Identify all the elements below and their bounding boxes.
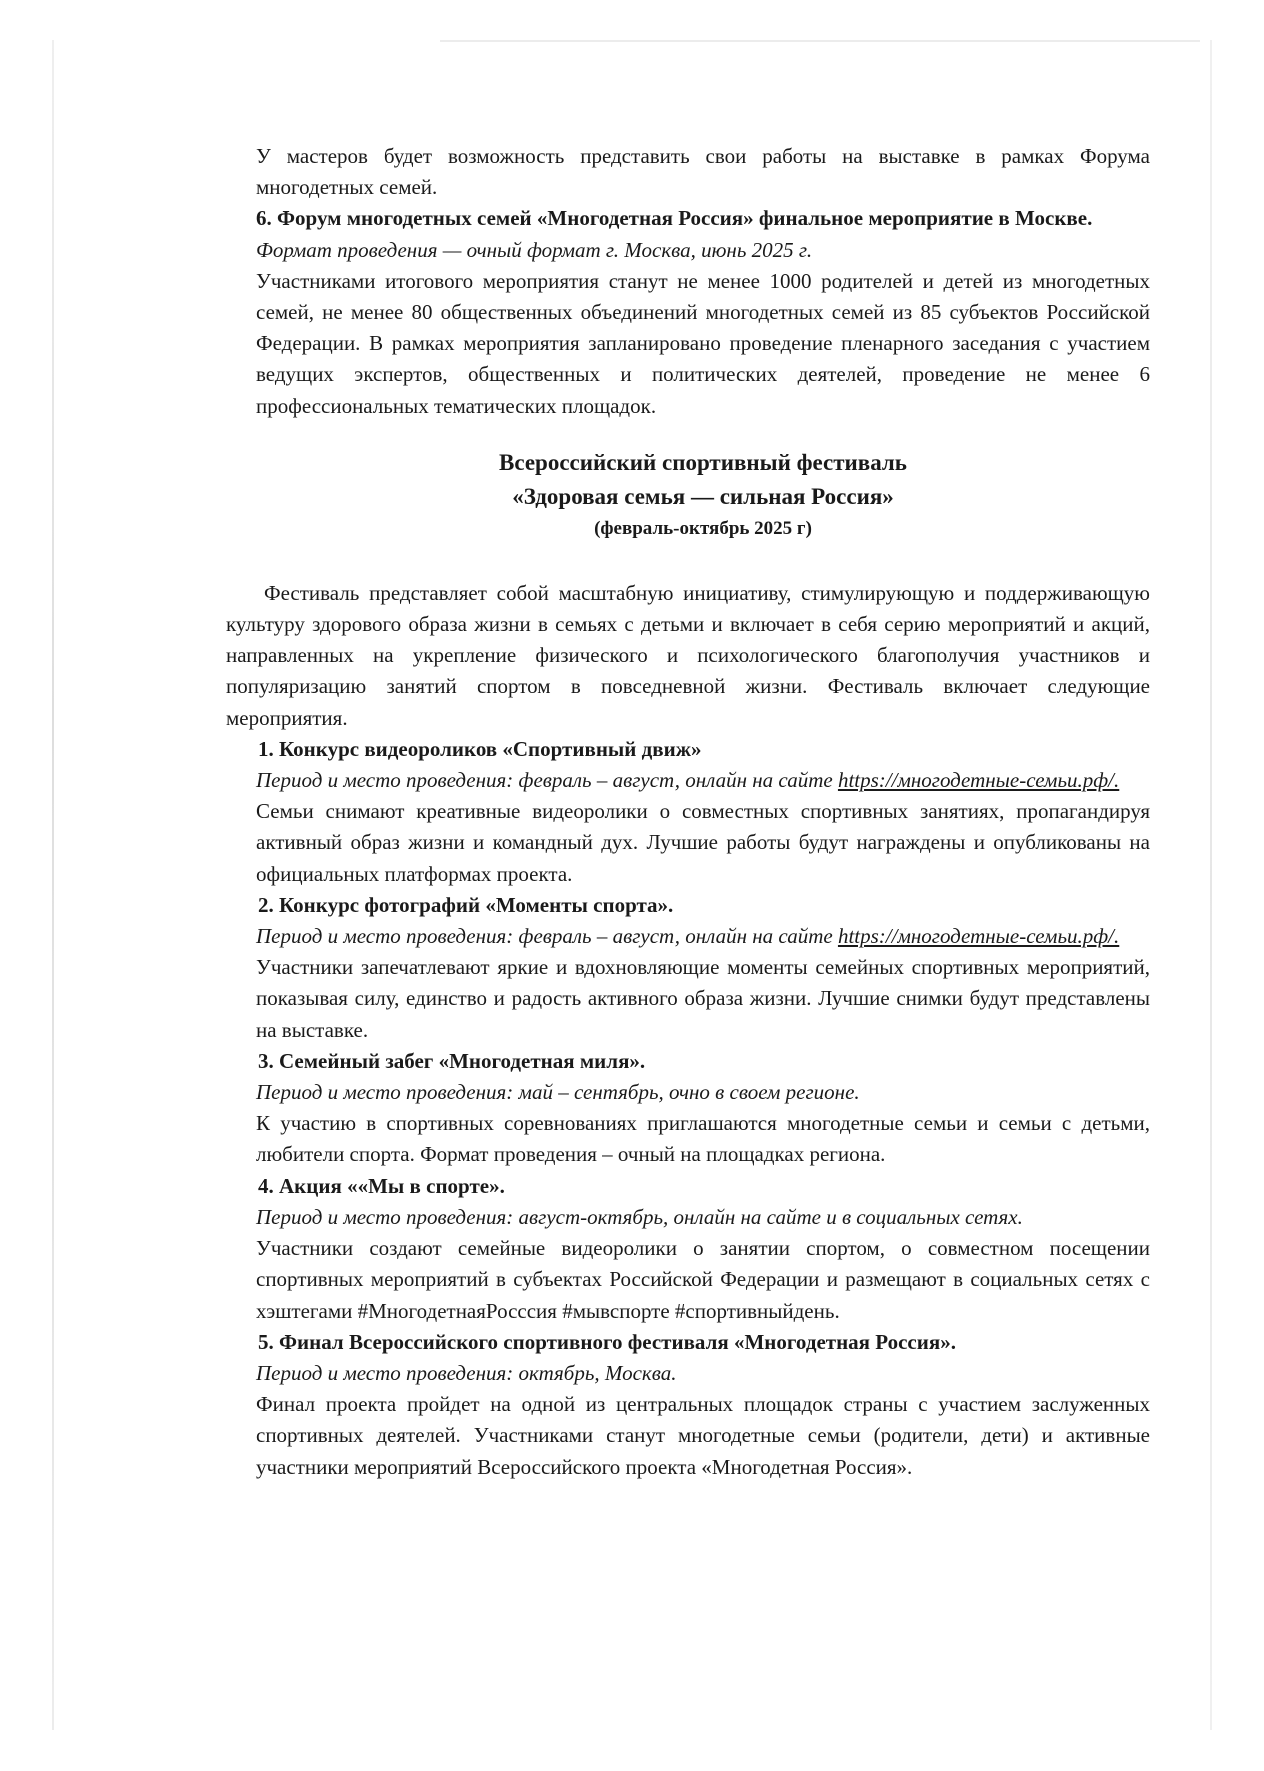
item-title: 3. Семейный забег «Многодетная миля». (258, 1048, 646, 1073)
item-period-text: Период и место проведения: февраль – август, онлайн на сайте (256, 768, 838, 793)
festival-item-5 (256, 1327, 1150, 1483)
scan-edge-top (440, 40, 1200, 42)
item-period-text: Период и место проведения: февраль – август, онлайн на сайте (256, 924, 838, 949)
forum-title: 6. Форум многодетных семей «Многодетная Россия» финальное мероприятие в Москве. (256, 206, 1093, 231)
masters-paragraph: У мастеров будет возможность представить свои работы на выставке в рамках Форума многодетных семей. (256, 144, 1150, 200)
item-period: Период и место проведения: октябрь, Москва. (256, 1360, 677, 1385)
item-title: 5. Финал Всероссийского спортивного фестиваля «Многодетная Россия». (258, 1329, 956, 1354)
festival-dates: (февраль-октябрь 2025 г) (594, 517, 812, 539)
item-period (256, 765, 1150, 796)
scan-edge-left (52, 40, 54, 1730)
item-period: Период и место проведения: август-октябрь, онлайн на сайте и в социальных сетях. (256, 1204, 1023, 1229)
festival-item-2 (256, 890, 1150, 1046)
festival-intro: Фестиваль представляет собой масштабную инициативу, стимулирующую и поддерживающую культуру здорового образа жизни в семьях с детьми и включает в себя серию мероприятий и акций, направленных на укрепление физического и психологического благополучия участников и популяризацию занятий спортом в повседневной жизни. Фестиваль включает следующие мероприятия. (226, 580, 1150, 730)
festival-title-line2: «Здоровая семья — сильная Россия» (512, 483, 894, 509)
item-description: Участники запечатлевают яркие и вдохновляющие моменты семейных спортивных мероприятий, показывая силу, единство и радость активного образа жизни. Лучшие снимки будут представлены на выставке. (256, 955, 1150, 1042)
festival-item-4 (256, 1171, 1150, 1327)
item-description: Семьи снимают креативные видеоролики о совместных спортивных занятиях, пропагандируя активный образ жизни и командный дух. Лучшие работы будут награждены и опубликованы на официальных платформах проекта. (256, 799, 1150, 886)
document-page (226, 141, 1150, 1483)
forum-description: Участниками итогового мероприятия станут не менее 1000 родителей и детей из многодетных семей, не менее 80 общественных объединений многодетных семей из 85 субъектов Российской Федерации. В рамках мероприятия запланировано проведение пленарного заседания с участием ведущих экспертов, общественных и политических деятелей, проведение не менее 6 профессиональных тематических площадок. (256, 268, 1150, 418)
item-description: Финал проекта пройдет на одной из центральных площадок страны с участием заслуженных спортивных деятелей. Участниками станут многодетные семьи (родители, дети) и активные участники мероприятий Всероссийского проекта «Многодетная Россия». (256, 1392, 1150, 1479)
forum-format: Формат проведения — очный формат г. Москва, июнь 2025 г. (256, 237, 813, 262)
item-description: К участию в спортивных соревнованиях приглашаются многодетные семьи и семьи с детьми, любители спорта. Формат проведения – очный на площадках региона. (256, 1111, 1150, 1167)
item-title: 4. Акция ««Мы в спорте». (258, 1173, 505, 1198)
festival-item-3 (256, 1046, 1150, 1171)
scan-edge-right (1210, 40, 1212, 1730)
site-link[interactable]: https://многодетные-семьи.рф/. (837, 768, 1120, 793)
site-link[interactable]: https://многодетные-семьи.рф/. (837, 924, 1120, 949)
item-period (256, 921, 1150, 952)
festival-title-line1: Всероссийский спортивный фестиваль (499, 449, 907, 475)
festival-heading (256, 446, 1150, 544)
item-title: 1. Конкурс видеороликов «Спортивный движ» (258, 736, 702, 761)
item-description: Участники создают семейные видеоролики о занятии спортом, о совместном посещении спортивных мероприятий в субъектах Российской Федерации и размещают в социальных сетях с хэштегами #МногодетнаяРосссия #мывспорте #спортивныйдень. (256, 1236, 1150, 1323)
item-title: 2. Конкурс фотографий «Моменты спорта». (258, 892, 674, 917)
item-period: Период и место проведения: май – сентябрь, очно в своем регионе. (256, 1080, 860, 1105)
festival-item-1 (256, 734, 1150, 890)
